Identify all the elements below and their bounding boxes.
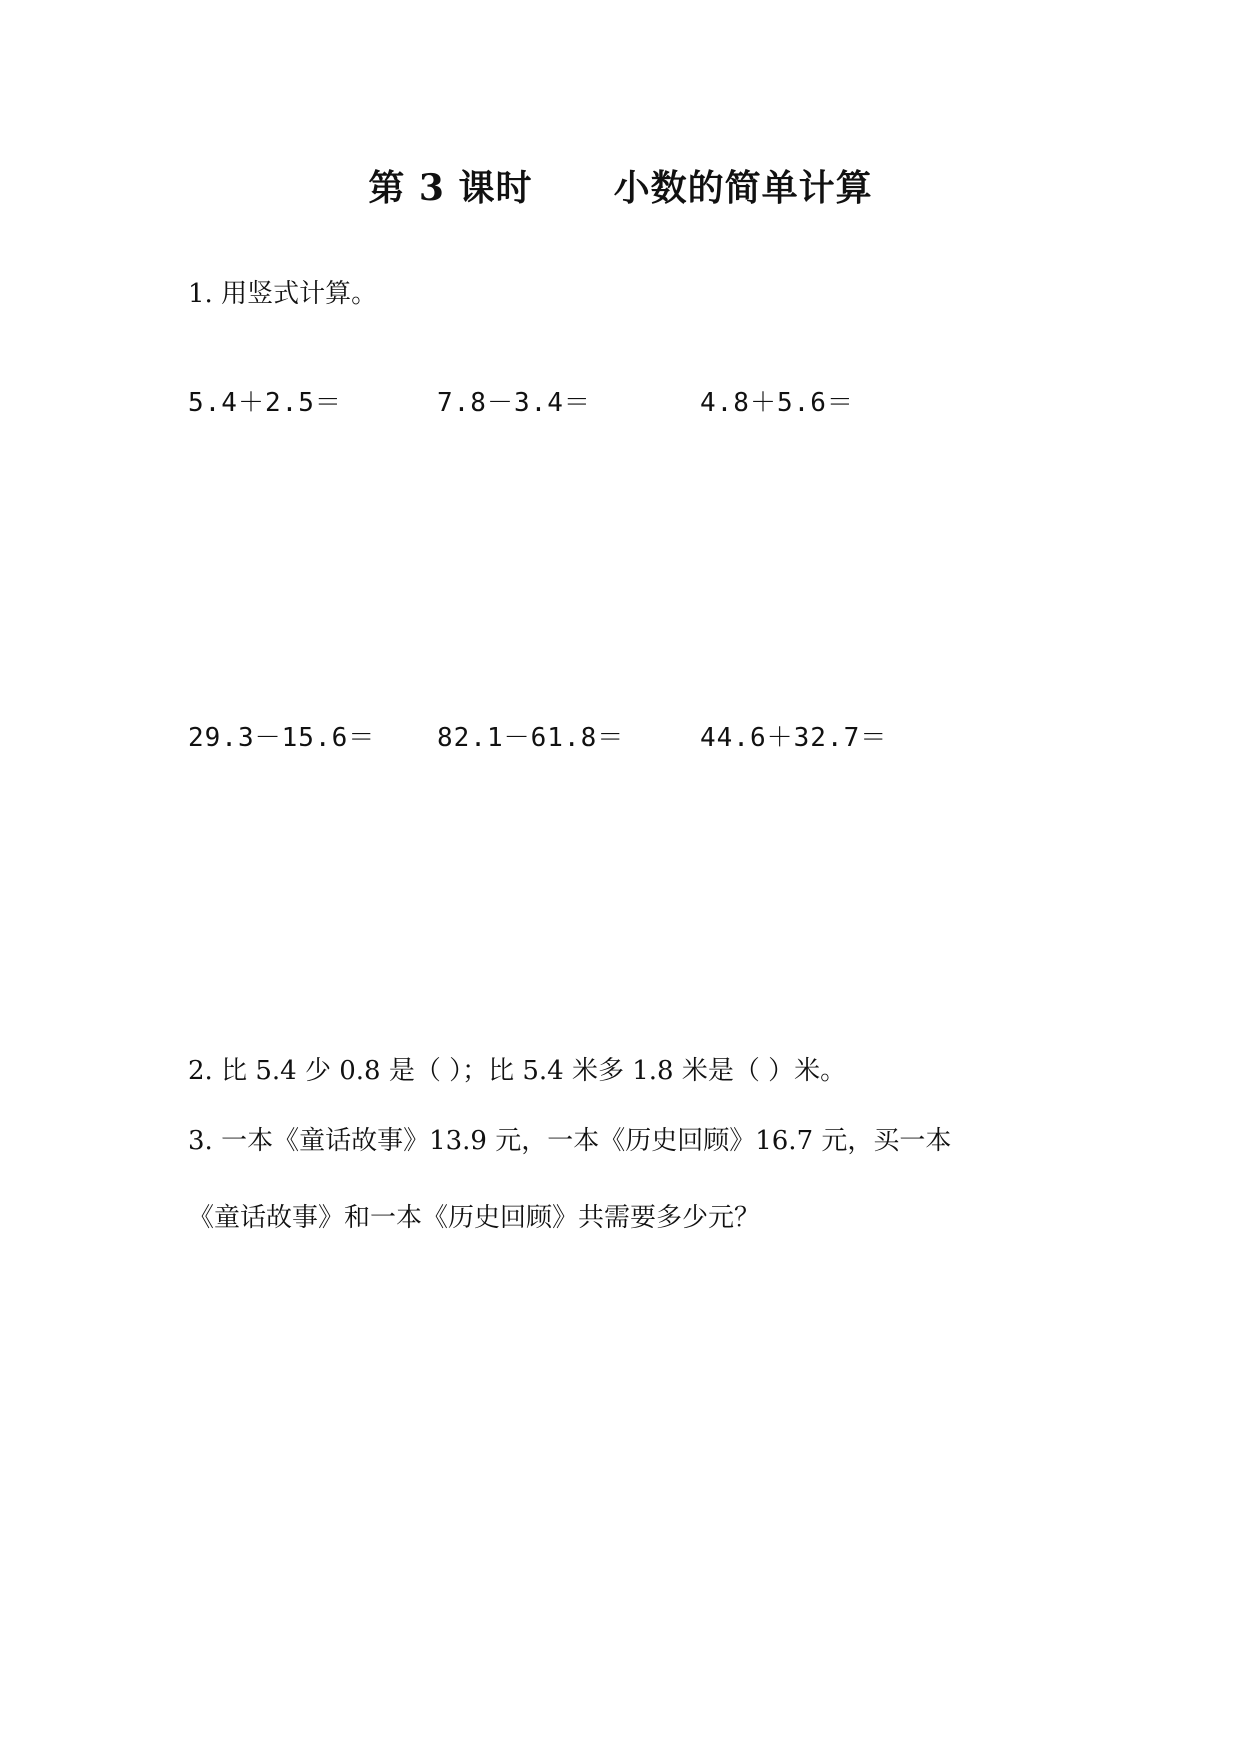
page-title: 第 3 课时 小数的简单计算 <box>368 167 873 209</box>
question-3-line-2: 《童话故事》和一本《历史回顾》共需要多少元？ <box>188 1203 761 1233</box>
equation-2-3: 44.6＋32.7＝ <box>700 723 888 753</box>
question-1-label: 1. 用竖式计算。 <box>188 279 378 309</box>
question-2-text: 2. 比 5.4 少 0.8 是（ ）；比 5.4 米多 1.8 米是（ ）米。 <box>188 1056 847 1086</box>
equation-1-1: 5.4＋2.5＝ <box>188 388 342 418</box>
equation-1-2: 7.8－3.4＝ <box>437 388 591 418</box>
equation-2-1: 29.3－15.6＝ <box>188 723 376 753</box>
equation-1-3: 4.8＋5.6＝ <box>700 388 854 418</box>
equation-2-2: 82.1－61.8＝ <box>437 723 625 753</box>
question-3-line-1: 3. 一本《童话故事》13.9 元，一本《历史回顾》16.7 元，买一本 <box>188 1126 952 1156</box>
